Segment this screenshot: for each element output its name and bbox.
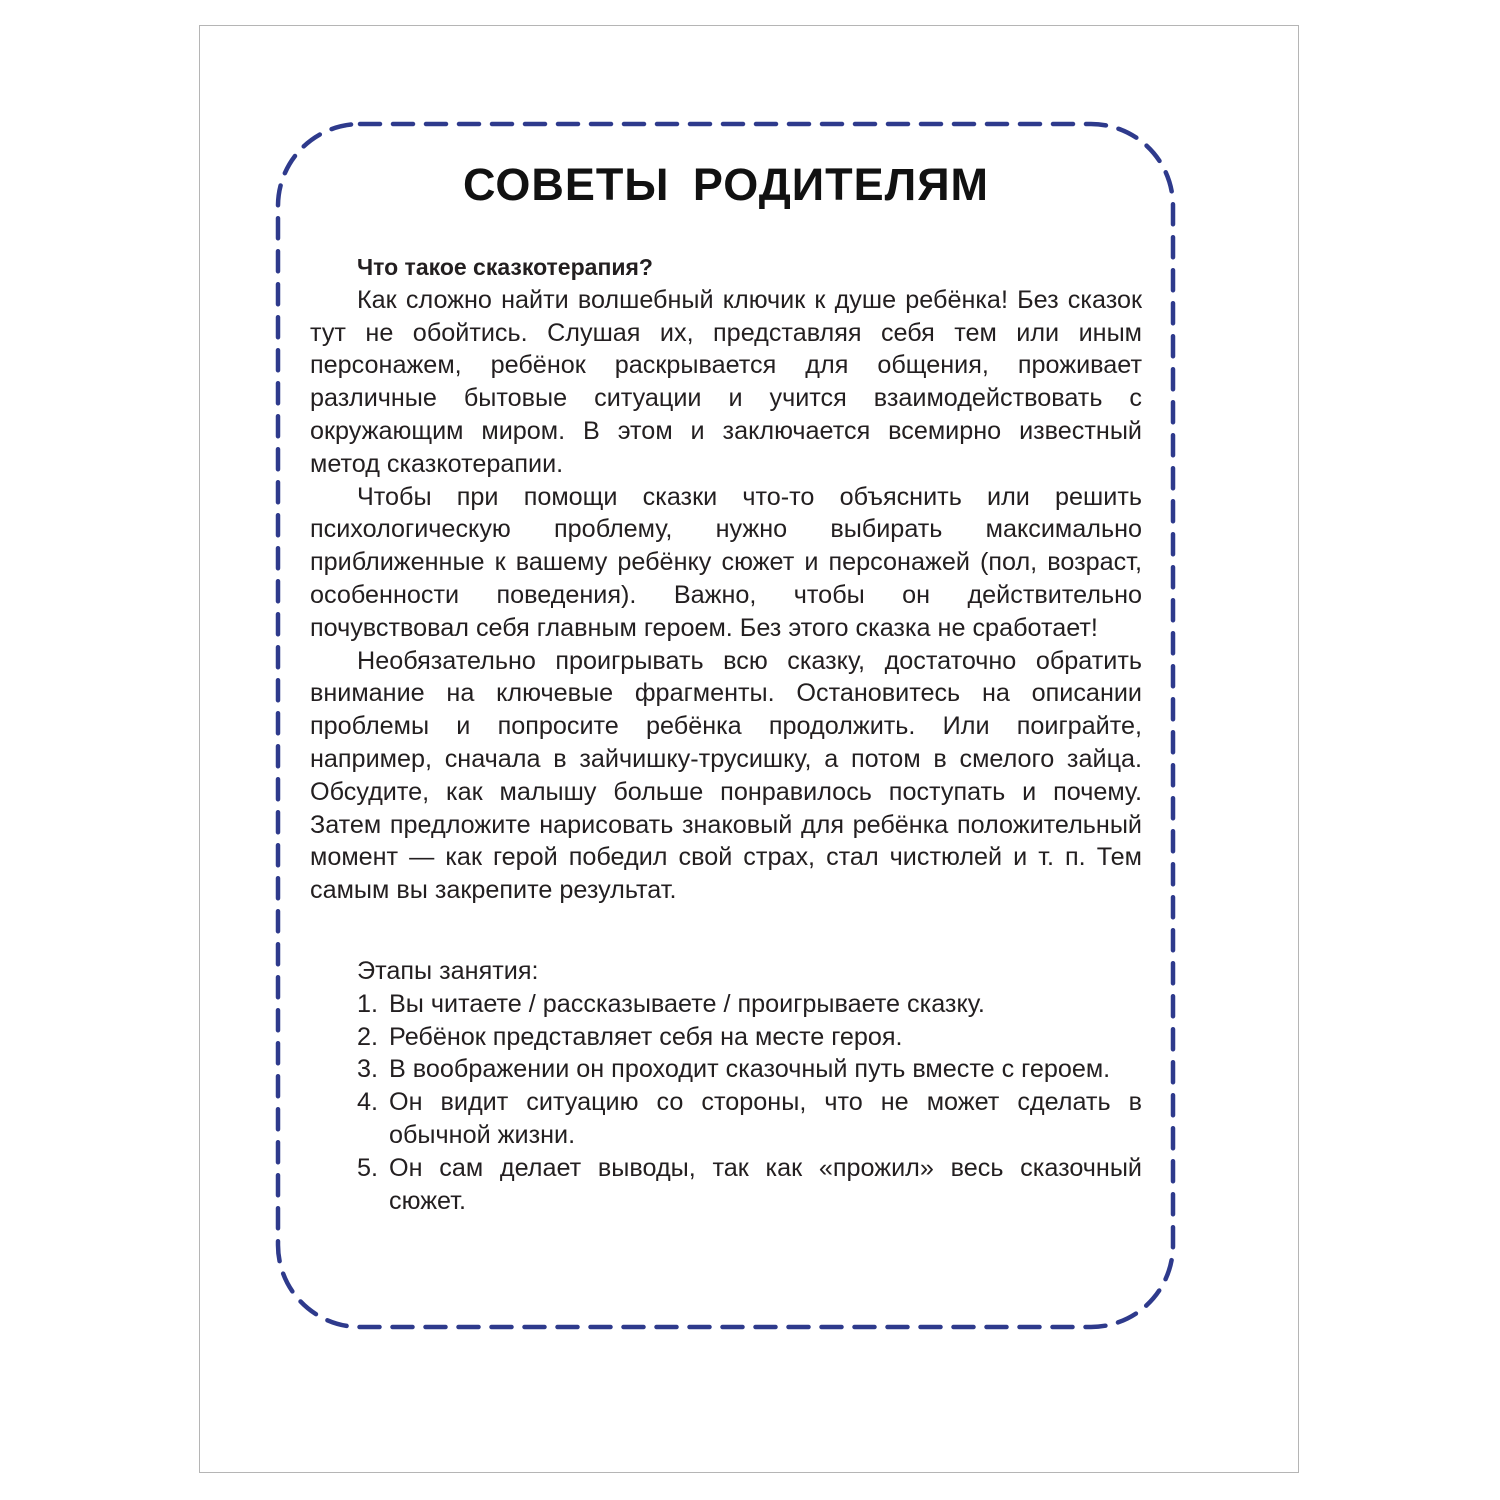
paragraph-intro: Как сложно найти волшебный ключик к душе ребёнка! Без сказок тут не обойтись. Слушая их, представляя себя тем или иным персонажем, ребёнок раскрывается для общения, проживает различные бытовые ситуации и учится взаимодействовать с окружающим миром. В этом и заключается всемирно известный метод сказкотерапии. [310, 285, 1142, 478]
step-number: 5. [357, 1153, 379, 1182]
paragraph-method: Чтобы при помощи сказки что-то объяснить или решить психологическую проблему, нужно выбирать максимально приближенные к вашему ребёнку сюжет и персонажей (пол, возраст, особенности поведения). Важно, чтобы он действительно почувствовал себя главным героем. Без этого сказка не сработает! [310, 482, 1142, 642]
list-item [357, 1053, 1142, 1086]
step-text: В воображении он проходит сказочный путь вместе с героем. [389, 1055, 1111, 1084]
section-heading: Что такое сказкотерапия? [357, 254, 653, 280]
paragraph-tips: Необязательно проигрывать всю сказку, достаточно обратить внимание на ключевые фрагменты. Остановитесь на описании проблемы и попросите ребёнка продолжить. Или поиграйте, например, сначала в зайчишку-трусишку, а потом в смелого зайца. Обсудите, как малышу больше понравилось поступать и почему. Затем предложите нарисовать знаковый для ребёнка положительный момент — как герой победил свой страх, стал чистюлей и т. п. Тем самым вы закрепите результат. [310, 646, 1142, 905]
step-text: Вы читаете / рассказываете / проигрываете сказку. [389, 989, 985, 1018]
list-item [357, 988, 1142, 1021]
step-number: 1. [357, 989, 379, 1018]
content [310, 155, 1142, 1217]
list-item [357, 1021, 1142, 1054]
step-number: 2. [357, 1022, 379, 1051]
list-item [357, 1152, 1142, 1218]
step-text: Он видит ситуацию со стороны, что не может сделать в обычной жизни. [389, 1088, 1142, 1149]
list-item [357, 1086, 1142, 1152]
step-text: Ребёнок представляет себя на месте героя. [389, 1022, 903, 1051]
steps-list [357, 988, 1142, 1218]
step-number: 4. [357, 1088, 379, 1117]
steps-heading: Этапы занятия: [357, 956, 539, 985]
page-title: СОВЕТЫ РОДИТЕЛЯМ [462, 159, 990, 210]
step-text: Он сам делает выводы, так как «прожил» весь сказочный сюжет. [389, 1153, 1142, 1215]
step-number: 3. [357, 1055, 379, 1084]
